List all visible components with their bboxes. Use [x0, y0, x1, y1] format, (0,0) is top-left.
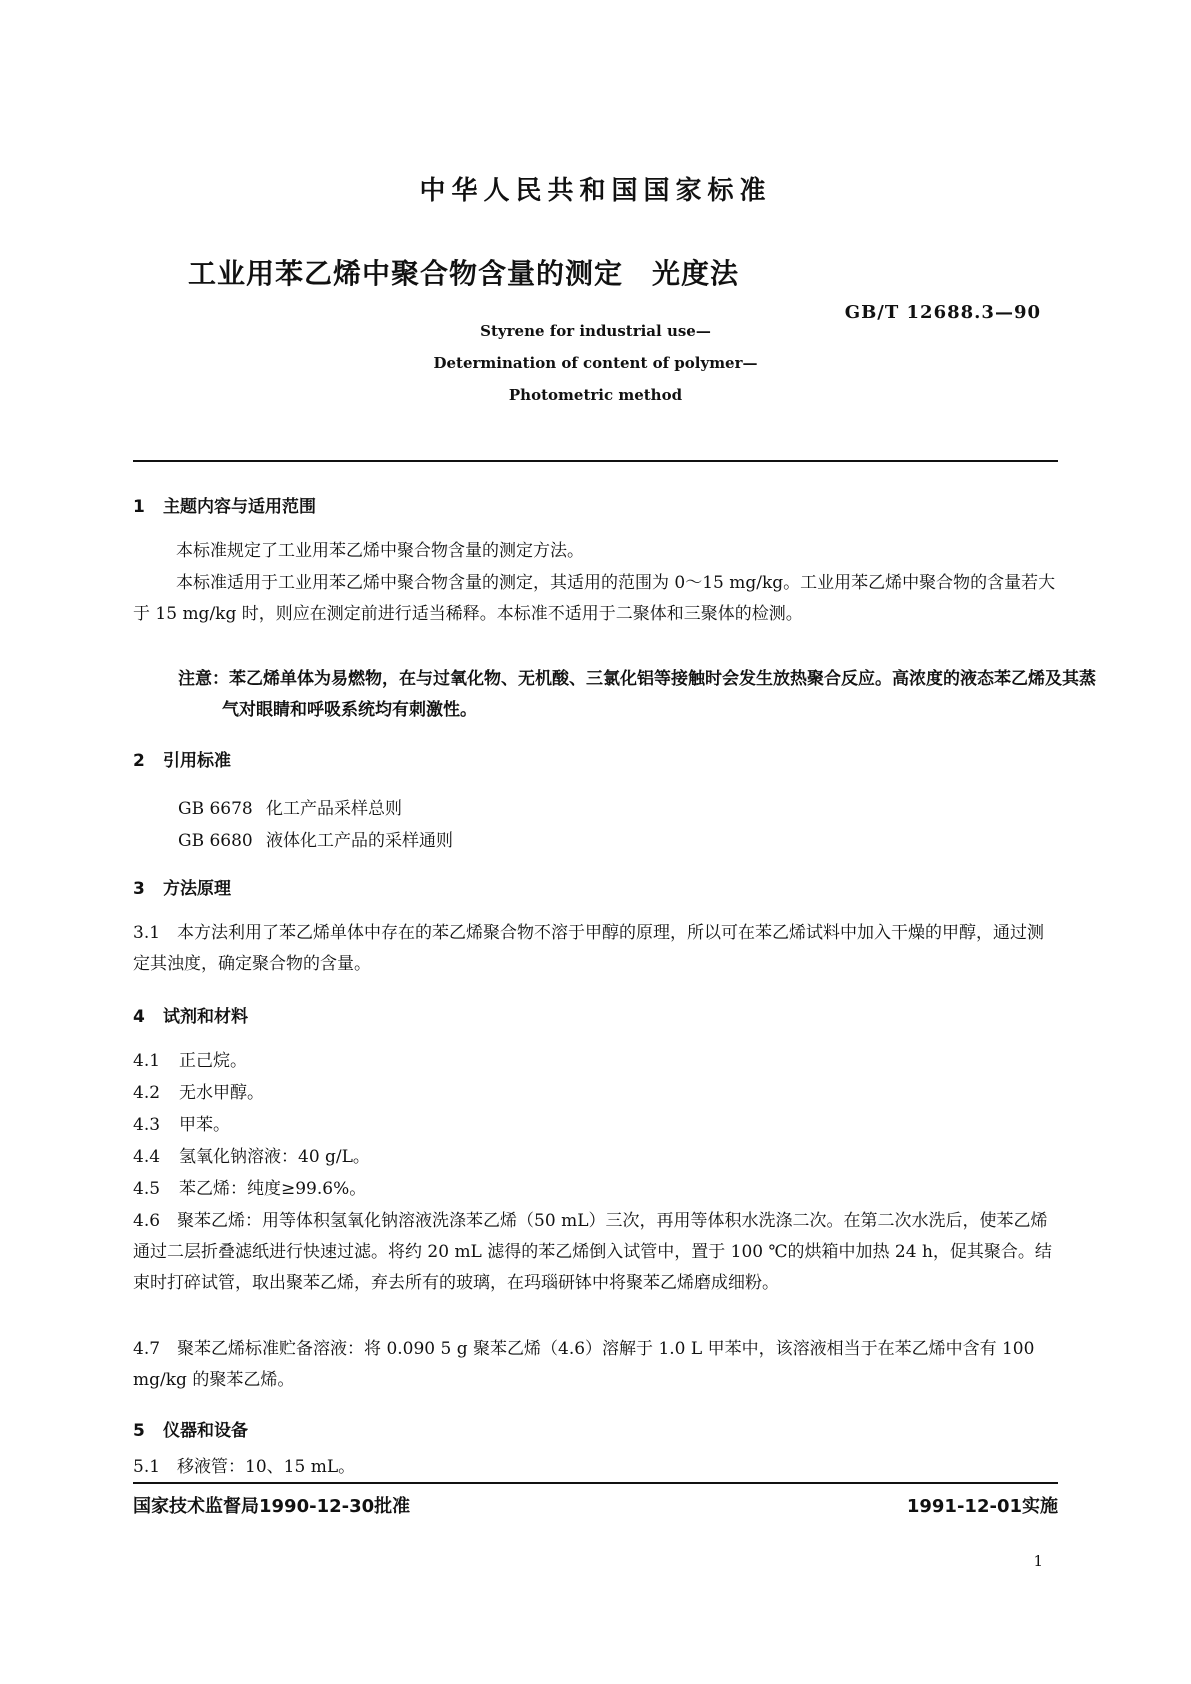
clause-number: 4.3 — [133, 1115, 161, 1135]
clause-item — [133, 1078, 1058, 1109]
section-title: 引用标准 — [163, 751, 231, 771]
clause-5-1: 5.1 移液管：10、15 mL。 — [133, 1457, 356, 1477]
reference-name: 化工产品采样总则 — [266, 799, 402, 819]
reference-code: GB 6680 — [178, 831, 253, 851]
english-title-line-2: Determination of content of polymer— — [433, 354, 758, 372]
document-title: 工业用苯乙烯中聚合物含量的测定 光度法 — [188, 257, 740, 290]
section-number: 5 — [133, 1421, 145, 1441]
header-divider — [133, 460, 1058, 462]
section-title: 方法原理 — [163, 879, 231, 899]
section-3-heading — [133, 874, 231, 899]
clause-text: 甲苯。 — [179, 1115, 230, 1135]
section-2-heading — [133, 746, 231, 771]
english-title-line-1: Styrene for industrial use— — [480, 322, 711, 340]
reference-standard — [178, 794, 402, 819]
reference-name: 液体化工产品的采样通则 — [266, 831, 453, 851]
clause-number: 4.5 — [133, 1179, 161, 1199]
standard-number: GB/T 12688.3—90 — [844, 302, 1041, 323]
clause-number: 4.4 — [133, 1147, 161, 1167]
standard-org-title: 中华人民共和国国家标准 — [419, 176, 772, 206]
clause-text: 正己烷。 — [179, 1051, 247, 1071]
clause-item — [133, 1110, 1058, 1141]
section-title: 试剂和材料 — [163, 1007, 248, 1027]
page-number: 1 — [1033, 1552, 1043, 1570]
section-5-heading — [133, 1416, 248, 1441]
clause-item — [133, 1142, 1058, 1173]
section-title: 主题内容与适用范围 — [163, 497, 316, 517]
section-number: 4 — [133, 1007, 145, 1027]
section-1-paragraph-1: 本标准规定了工业用苯乙烯中聚合物含量的测定方法。 — [176, 541, 584, 561]
reference-code: GB 6678 — [178, 799, 253, 819]
section-1-paragraph-2: 本标准适用于工业用苯乙烯中聚合物含量的测定，其适用的范围为 0～15 mg/kg。工业用苯乙烯中聚合物的含量若大于 15 mg/kg 时，则应在测定前进行适当稀释。本标准不适用于二聚体和三聚体的检测。 — [133, 573, 1056, 624]
reference-standard — [178, 826, 453, 851]
clause-4-6: 4.6 聚苯乙烯：用等体积氢氧化钠溶液洗涤苯乙烯（50 mL）三次，再用等体积水洗涤二次。在第二次水洗后，使苯乙烯通过二层折叠滤纸进行快速过滤。将约 20 mL 滤得的苯乙烯倒入试管中，置于 100 ℃的烘箱中加热 24 h，促其聚合。结束时打碎试管，取出聚苯乙烯，弃去所有的玻璃，在玛瑙研钵中将聚苯乙烯磨成细粉。 — [133, 1211, 1052, 1293]
section-4-heading — [133, 1002, 248, 1027]
section-1-heading — [133, 492, 316, 517]
clause-text: 苯乙烯：纯度≥99.6%。 — [179, 1179, 367, 1199]
clause-4-7: 4.7 聚苯乙烯标准贮备溶液：将 0.090 5 g 聚苯乙烯（4.6）溶解于 1.0 L 甲苯中，该溶液相当于在苯乙烯中含有 100 mg/kg 的聚苯乙烯。 — [133, 1339, 1035, 1390]
clause-text: 无水甲醇。 — [179, 1083, 264, 1103]
section-number: 3 — [133, 879, 145, 899]
approval-date: 国家技术监督局1990-12-30批准 — [133, 1496, 411, 1517]
clause-number: 4.1 — [133, 1051, 161, 1071]
effective-date: 1991-12-01实施 — [906, 1496, 1058, 1517]
english-title-line-3: Photometric method — [508, 386, 683, 404]
section-title: 仪器和设备 — [163, 1421, 248, 1441]
clause-text: 氢氧化钠溶液：40 g/L。 — [179, 1147, 370, 1167]
clause-item — [133, 1046, 1058, 1077]
clause-item — [133, 1174, 1058, 1205]
clause-number: 4.2 — [133, 1083, 161, 1103]
section-3-clause-1: 3.1 本方法利用了苯乙烯单体中存在的苯乙烯聚合物不溶于甲醇的原理，所以可在苯乙烯试料中加入干燥的甲醇，通过测定其浊度，确定聚合物的含量。 — [133, 923, 1045, 974]
safety-note: 注意：苯乙烯单体为易燃物，在与过氧化物、无机酸、三氯化铝等接触时会发生放热聚合反应。高浓度的液态苯乙烯及其蒸气对眼睛和呼吸系统均有刺激性。 — [178, 669, 1096, 720]
section-number: 2 — [133, 751, 145, 771]
section-number: 1 — [133, 497, 145, 517]
footer-divider — [133, 1482, 1058, 1484]
